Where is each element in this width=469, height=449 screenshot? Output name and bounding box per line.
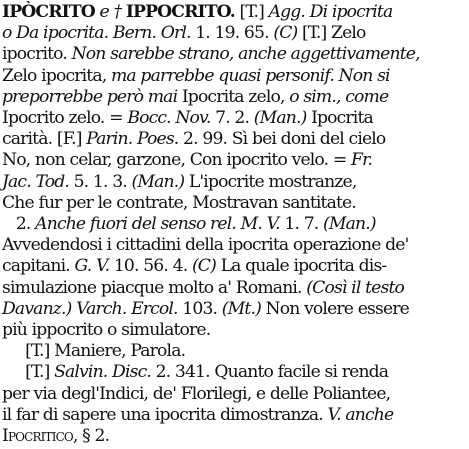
text-segment: (C)	[191, 256, 216, 277]
text-segment: ma parrebbe quasi personif. Non si	[110, 65, 390, 86]
text-segment: Fr.	[351, 150, 373, 171]
entry-line	[2, 2, 392, 23]
text-segment: simulazione piacque molto a' Romani.	[2, 277, 307, 298]
entry-line	[2, 193, 356, 214]
entry-line	[2, 299, 409, 320]
text-segment: 1. 7.	[279, 214, 324, 234]
text-segment: 1. 19. 65.	[190, 23, 274, 44]
entry-line	[2, 362, 388, 383]
entry-line	[2, 44, 420, 65]
entry-line	[2, 23, 366, 44]
text-segment: Parin. Poes.	[86, 129, 179, 150]
text-segment: Agg. Di ipocrita	[268, 2, 393, 22]
text-segment: Ipocritico	[2, 426, 73, 446]
text-segment: [T.] Maniere, Parola.	[2, 341, 186, 362]
text-segment: o Da ipocrita. Bern. Orl.	[2, 23, 191, 44]
text-segment: [T.]	[2, 362, 55, 383]
entry-line	[2, 278, 404, 299]
text-segment: G. V.	[74, 256, 110, 277]
text-segment: (C)	[273, 23, 298, 44]
text-segment: 2. 341. Quanto facile si renda	[150, 362, 389, 383]
text-segment: Bocc. Nov.	[127, 108, 211, 128]
text-segment: 2. 99. Sì bei doni del cielo	[178, 129, 386, 150]
text-segment: e †	[94, 2, 126, 22]
text-segment: (Così il testo	[306, 277, 404, 298]
entry-line	[2, 108, 373, 129]
entry-line	[2, 405, 393, 426]
entry-line	[2, 87, 388, 108]
text-segment: Anche fuori del senso rel. M. V.	[35, 214, 280, 234]
entry-line	[2, 341, 185, 362]
text-segment: 103.	[177, 298, 222, 319]
text-segment: il far di sapere una ipocrita dimostranza.	[2, 404, 328, 425]
text-segment: Varch. Ercol.	[76, 298, 178, 319]
text-segment: IPÒCRITO	[2, 2, 95, 22]
text-segment: 10. 56. 4.	[109, 256, 192, 277]
text-segment: La quale ipocrita dis-	[215, 256, 387, 277]
text-segment: No, non celar, garzone, Con ipocrito velo. =	[2, 150, 351, 171]
text-segment: più ippocrito o simulatore.	[2, 320, 211, 340]
text-segment: (Man.)	[253, 108, 307, 128]
text-segment: 5. 1. 3.	[68, 171, 132, 192]
entry-line	[2, 426, 109, 447]
text-segment: Ipocrita	[306, 108, 373, 128]
entry-line	[2, 66, 390, 87]
text-segment: capitani.	[2, 256, 75, 277]
entry-line	[2, 256, 386, 277]
text-segment: V. anche	[327, 404, 394, 425]
text-segment: IPPOCRITO.	[125, 2, 235, 22]
text-segment: Ipocrito zelo. =	[2, 108, 128, 128]
text-segment: 7. 2.	[210, 108, 254, 128]
text-segment: o sim., come	[289, 86, 389, 107]
text-segment: 2.	[2, 214, 36, 234]
text-segment: ipocrito.	[2, 44, 72, 65]
text-segment: per via degl'Indici, de' Florilegi, e delle Polianteе,	[2, 383, 391, 404]
text-segment: Salvin. Disc.	[54, 362, 151, 383]
text-segment: Che fur per le contrate, Mostravan santitate.	[2, 192, 356, 213]
text-segment: preporrebbe però mai	[2, 86, 178, 107]
text-segment: Ipocrita zelo,	[177, 86, 290, 107]
entry-line	[2, 384, 390, 405]
text-segment: Jac. Tod.	[2, 171, 69, 192]
text-segment: [T.]	[234, 2, 269, 22]
text-segment: (Man.)	[131, 171, 185, 192]
text-segment: Davanz.)	[2, 298, 72, 319]
text-segment: , § 2.	[72, 426, 110, 446]
text-segment: (Man.)	[323, 214, 376, 234]
entry-line	[2, 129, 385, 150]
text-segment: L'ipocrite mostranze,	[184, 171, 357, 192]
entry-line	[2, 172, 356, 193]
text-segment: Zelo ipocrita,	[2, 65, 111, 86]
text-segment: Non sarebbe strano, anche aggettivamente,	[71, 44, 420, 65]
entry-line	[2, 320, 210, 341]
text-segment: Non volere essere	[260, 298, 409, 319]
text-segment: carità. [F.]	[2, 129, 87, 150]
text-segment: [T.] Zelo	[297, 23, 366, 44]
entry-line	[2, 214, 376, 235]
text-segment: Avvedendosi i cittadini della ipocrita operazione de'	[2, 235, 409, 256]
entry-line	[2, 235, 408, 256]
entry-line	[2, 150, 372, 171]
text-segment: (Mt.)	[221, 298, 261, 319]
